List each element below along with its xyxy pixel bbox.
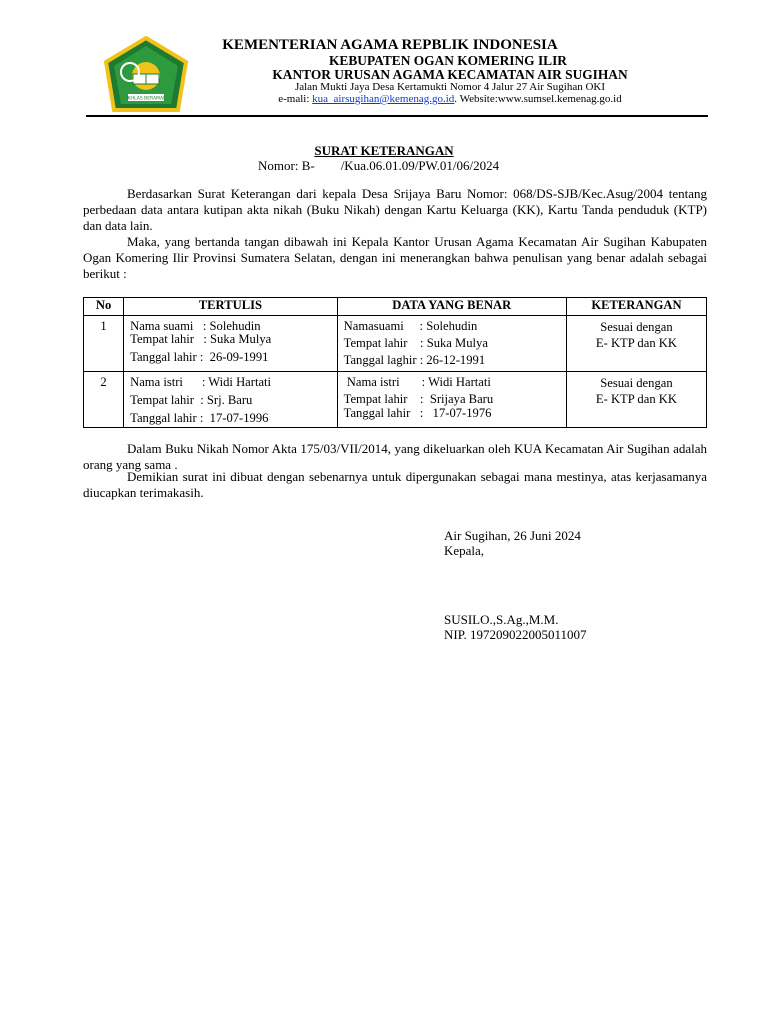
row-number: 1: [84, 316, 124, 372]
email-label: e-mali:: [278, 93, 313, 105]
signatory-name: SUSILO.,S.Ag.,M.M.: [444, 612, 559, 627]
wife-name-written: Nama istri : Widi Hartati: [130, 375, 272, 389]
signature-place-date: Air Sugihan, 26 Juni 2024: [444, 528, 581, 543]
logo-ribbon-text: IKHLAS BERAMAL: [126, 96, 166, 102]
husband-birthplace-written: Tempat lahir : Suka Mulya: [130, 332, 272, 346]
cell-data-benar: [337, 316, 566, 372]
header-no: No: [84, 298, 124, 316]
husband-name-correct: Namasuami : Solehudin: [343, 319, 478, 333]
table-row: [84, 372, 707, 428]
data-correction-table: [83, 297, 707, 428]
header-data-benar: DATA YANG BENAR: [337, 298, 566, 316]
husband-name-written: Nama suami : Solehudin: [130, 319, 261, 333]
wife-birthdate-correct: Tanggal lahir : 17-07-1976: [343, 406, 492, 420]
note-line: E- KTP dan KK: [595, 336, 677, 350]
header-tertulis: TERTULIS: [124, 298, 338, 316]
husband-birthdate-written: Tanggal lahir : 26-09-1991: [130, 350, 269, 364]
paragraph-basis: [83, 186, 707, 234]
signature-position: Kepala,: [444, 543, 485, 558]
signatory-nip: NIP. 197209022005011007: [444, 627, 587, 642]
husband-birthplace-correct: Tempat lahir : Suka Mulya: [343, 336, 488, 350]
table-row: [84, 316, 707, 372]
letter-number: Nomor: B- /Kua.06.01.09/PW.01/06/2024: [258, 158, 500, 173]
paragraph-statement: [83, 234, 707, 282]
header-keterangan: KETERANGAN: [566, 298, 706, 316]
office-address: Jalan Mukti Jaya Desa Kertamukti Nomor 4 Jalur 27 Air Sugihan OKI: [294, 81, 606, 93]
paragraph-statement-text: Maka, yang bertanda tangan dibawah ini Kepala Kantor Urusan Agama Kecamatan Air Sugihan Kabupaten Ogan Komering Ilir Provinsi Sumatera Selatan, dengan ini menerangkan bahwa penulisan yang benar adalah sebagai berikut :: [83, 234, 707, 281]
ministry-name: KEMENTERIAN AGAMA REPBLIK INDONESIA: [222, 37, 558, 53]
email-link[interactable]: kua_airsugihan@kemenag.go.id: [312, 93, 455, 105]
note-line: E- KTP dan KK: [595, 392, 677, 406]
cell-keterangan: [566, 316, 706, 372]
table-header-row: [84, 298, 707, 316]
cell-tertulis: [124, 316, 338, 372]
wife-birthplace-correct: Tempat lahir : Srijaya Baru: [343, 392, 494, 406]
paragraph-closing-text: Demikian surat ini dibuat dengan sebenarnya untuk dipergunakan sebagai mana mestinya, atas kerjasamanya diucapkan terimakasih.: [83, 469, 707, 500]
row-number: 2: [84, 372, 124, 428]
header-divider: [86, 115, 708, 117]
paragraph-basis-text: Berdasarkan Surat Keterangan dari kepala Desa Srijaya Baru Nomor: 068/DS-SJB/Kec.Asug/2004 tentang perbedaan data antara kutipan akta nikah (Buku Nikah) dengan Kartu Keluarga (KK), Kartu Tanda penduduk (KTP) dan data lain.: [83, 186, 707, 233]
website-text: . Website:www.sumsel.kemenag.go.id: [454, 93, 622, 105]
paragraph-marriage-book-text: Dalam Buku Nikah Nomor Akta 175/03/VII/2014, yang dikeluarkan oleh KUA Kecamatan Air Sugihan adalah orang yang sama .: [83, 441, 707, 472]
regency-name: KEBUPATEN OGAN KOMERING ILIR: [329, 53, 567, 68]
wife-birthplace-written: Tempat lahir : Srj. Baru: [130, 393, 253, 407]
office-name: KANTOR URUSAN AGAMA KECAMATAN AIR SUGIHAN: [272, 67, 628, 82]
letter-title: SURAT KETERANGAN: [314, 143, 454, 158]
cell-keterangan: [566, 372, 706, 428]
husband-birthdate-correct: Tanggal laghir : 26-12-1991: [343, 353, 486, 367]
cell-data-benar: [337, 372, 566, 428]
contact-line: [210, 93, 690, 105]
wife-name-correct: Nama istri : Widi Hartati: [343, 375, 491, 389]
note-line: Sesuai dengan: [600, 376, 673, 390]
cell-tertulis: [124, 372, 338, 428]
wife-birthdate-written: Tanggal lahir : 17-07-1996: [130, 411, 269, 425]
note-line: Sesuai dengan: [600, 320, 673, 334]
paragraph-closing: [83, 469, 707, 501]
